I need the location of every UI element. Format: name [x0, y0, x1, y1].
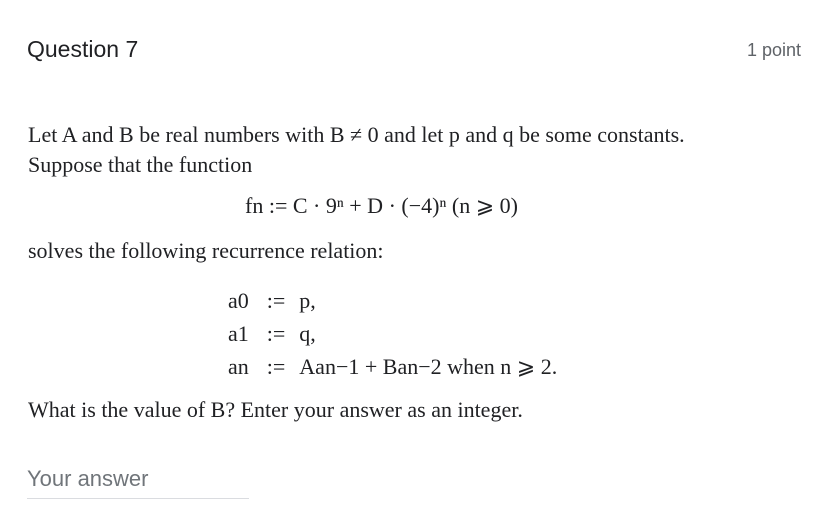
solves-text: solves the following recurrence relation: [28, 238, 384, 263]
recurrence-row [228, 317, 557, 350]
recurrence-op: := [266, 287, 286, 313]
intro-line-2: Suppose that the function [28, 152, 253, 177]
question-title: Question 7 [27, 36, 139, 62]
recurrence-row [228, 284, 557, 317]
question-prompt: What is the value of B? Enter your answer as an integer. [28, 397, 523, 422]
answer-input[interactable]: Your answer [27, 466, 249, 499]
recurrence-rhs: Aan−1 + Ban−2 when n ⩾ 2. [299, 353, 558, 379]
recurrence-relation [228, 284, 557, 383]
recurrence-lhs: an [228, 353, 249, 379]
recurrence-op: := [266, 320, 286, 346]
recurrence-op: := [266, 353, 286, 379]
function-formula: fn := C · 9ⁿ + D · (−4)ⁿ (n ⩾ 0) [245, 193, 518, 218]
recurrence-lhs: a1 [228, 320, 249, 346]
recurrence-rhs: p, [299, 287, 316, 313]
recurrence-lhs: a0 [228, 287, 249, 313]
recurrence-rhs: q, [299, 320, 316, 346]
recurrence-row [228, 350, 557, 383]
question-points: 1 point [746, 40, 801, 60]
question-intro [28, 120, 818, 180]
intro-line-1: Let A and B be real numbers with B ≠ 0 and let p and q be some constants. [28, 122, 685, 147]
